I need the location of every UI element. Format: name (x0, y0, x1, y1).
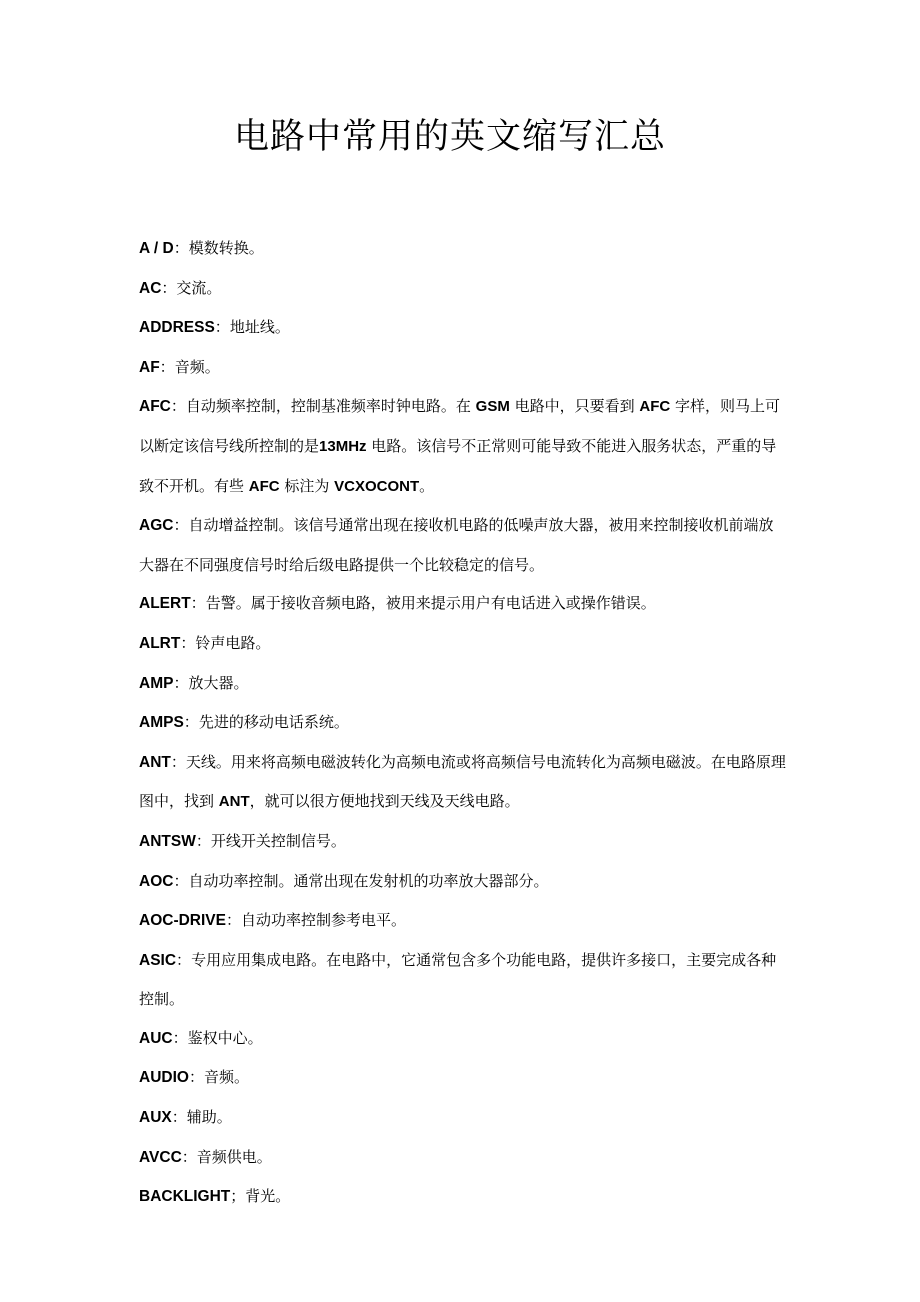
definition-text: 自动频率控制，控制基准频率时钟电路。在 (185, 397, 476, 416)
abbreviation-entry (139, 624, 787, 664)
term-separator: ： (173, 239, 189, 257)
definition-text: 模数转换。 (188, 239, 264, 257)
abbreviation-entry (139, 387, 787, 506)
definition-text: 鉴权中心。 (187, 1028, 263, 1047)
abbreviation-term: AF (139, 358, 160, 376)
abbreviation-entry (139, 941, 787, 1019)
definition-text: 辅助。 (186, 1108, 232, 1127)
term-separator: ： (176, 950, 192, 969)
inline-term: VCXOCONT (334, 477, 420, 495)
term-separator: ： (173, 871, 189, 890)
definition-text: 电路。该信号不正常则可能导致不能进入服务状态，严重的导致不开机。有些 (139, 436, 777, 495)
abbreviation-term: AUX (139, 1109, 172, 1127)
abbreviation-term: AMPS (139, 714, 184, 732)
abbreviation-term: ALERT (139, 595, 191, 613)
abbreviation-entry (139, 229, 787, 269)
definition-text: 自动增益控制。该信号通常出现在接收机电路的低噪声放大器，被用来控制接收机前端放大器在不同强度信号时给后级电路提供一个比较稳定的信号。 (139, 516, 774, 574)
abbreviation-term: ANTSW (139, 832, 196, 850)
abbreviation-term: AOC-DRIVE (139, 912, 226, 930)
abbreviation-entry (139, 584, 787, 624)
definition-text: 背光。 (245, 1187, 291, 1206)
abbreviation-entry (139, 348, 787, 388)
abbreviation-term: ADDRESS (139, 319, 215, 337)
abbreviation-entry (139, 1138, 787, 1178)
term-separator: ； (230, 1187, 246, 1206)
definition-text: 自动功率控制。通常出现在发射机的功率放大器部分。 (188, 871, 549, 890)
term-separator: ： (225, 911, 241, 930)
abbreviation-term: AMP (139, 674, 174, 692)
abbreviation-entry (139, 269, 787, 309)
definition-text: 开线开关控制信号。 (210, 831, 346, 850)
definition-text: 铃声电路。 (195, 633, 271, 652)
abbreviation-term: AC (139, 279, 162, 297)
abbreviation-entry (139, 703, 787, 743)
abbreviation-entry (139, 901, 787, 941)
definition-text: 天线。用来将高频电磁波转化为高频电流或将高频信号电流转化为高频电磁波。在电路原理图中，找到 (139, 752, 786, 811)
definition-text: 交流。 (176, 278, 222, 297)
term-separator: ： (172, 1028, 188, 1047)
definition-text: 专用应用集成电路。在电路中，它通常包含多个功能电路，提供许多接口，主要完成各种控制。 (139, 950, 777, 1009)
term-separator: ： (170, 397, 186, 416)
definition-text: ，就可以很方便地找到天线及天线电路。 (249, 792, 520, 811)
abbreviation-entry (139, 1098, 787, 1138)
term-separator: ： (180, 633, 196, 652)
definition-text: 音频。 (174, 357, 220, 376)
abbreviation-term: AUDIO (139, 1069, 189, 1087)
term-separator: ： (183, 713, 199, 732)
abbreviation-entry (139, 308, 787, 348)
definition-text: 音频供电。 (196, 1147, 272, 1166)
definition-text: 标注为 (279, 476, 335, 495)
inline-term: GSM (475, 398, 510, 416)
term-separator: ： (173, 673, 189, 692)
definition-text: 放大器。 (188, 673, 249, 692)
term-separator: ： (188, 1068, 204, 1087)
page-title: 电路中常用的英文缩写汇总 (233, 117, 666, 157)
inline-term: ANT (218, 793, 250, 811)
definition-text: 地址线。 (229, 318, 290, 337)
abbreviation-term: AGC (139, 517, 174, 535)
term-separator: ： (170, 752, 186, 771)
inline-term: 13MHz (319, 437, 367, 455)
abbreviation-term: AUC (139, 1029, 173, 1047)
definition-text: 告警。属于接收音频电路，被用来提示用户有电话进入或操作错误。 (205, 594, 656, 613)
definition-text: 字样，则马上可以断定该信号线所控制的是 (139, 397, 780, 455)
abbreviation-entry (139, 506, 787, 584)
abbreviation-term: AFC (139, 398, 171, 416)
abbreviation-term: AOC (139, 872, 174, 890)
abbreviation-entry (139, 1177, 787, 1217)
inline-term: AFC (248, 477, 280, 495)
abbreviation-entry (139, 862, 787, 902)
abbreviation-term: ANT (139, 753, 171, 771)
abbreviation-term: BACKLIGHT (139, 1188, 231, 1206)
abbreviation-term: AVCC (139, 1148, 182, 1166)
term-separator: ： (214, 318, 230, 337)
inline-term: AFC (639, 398, 671, 416)
definition-text: 先进的移动电话系统。 (198, 713, 349, 732)
term-separator: ： (161, 278, 177, 297)
term-separator: ： (159, 357, 175, 376)
abbreviation-entry (139, 1019, 787, 1059)
abbreviation-list (139, 229, 787, 1217)
definition-text: 电路中，只要看到 (509, 397, 640, 416)
definition-text: 。 (419, 476, 435, 495)
term-separator: ： (171, 1108, 187, 1127)
term-separator: ： (173, 516, 189, 535)
term-separator: ： (195, 831, 211, 850)
definition-text: 音频。 (203, 1068, 249, 1087)
abbreviation-term: A / D (139, 240, 174, 257)
abbreviation-term: ASIC (139, 951, 177, 969)
abbreviation-entry (139, 1058, 787, 1098)
term-separator: ： (181, 1147, 197, 1166)
abbreviation-term: ALRT (139, 634, 181, 652)
definition-text: 自动功率控制参考电平。 (241, 911, 407, 930)
term-separator: ： (190, 594, 206, 613)
abbreviation-entry (139, 743, 787, 822)
abbreviation-entry (139, 664, 787, 704)
abbreviation-entry (139, 822, 787, 862)
